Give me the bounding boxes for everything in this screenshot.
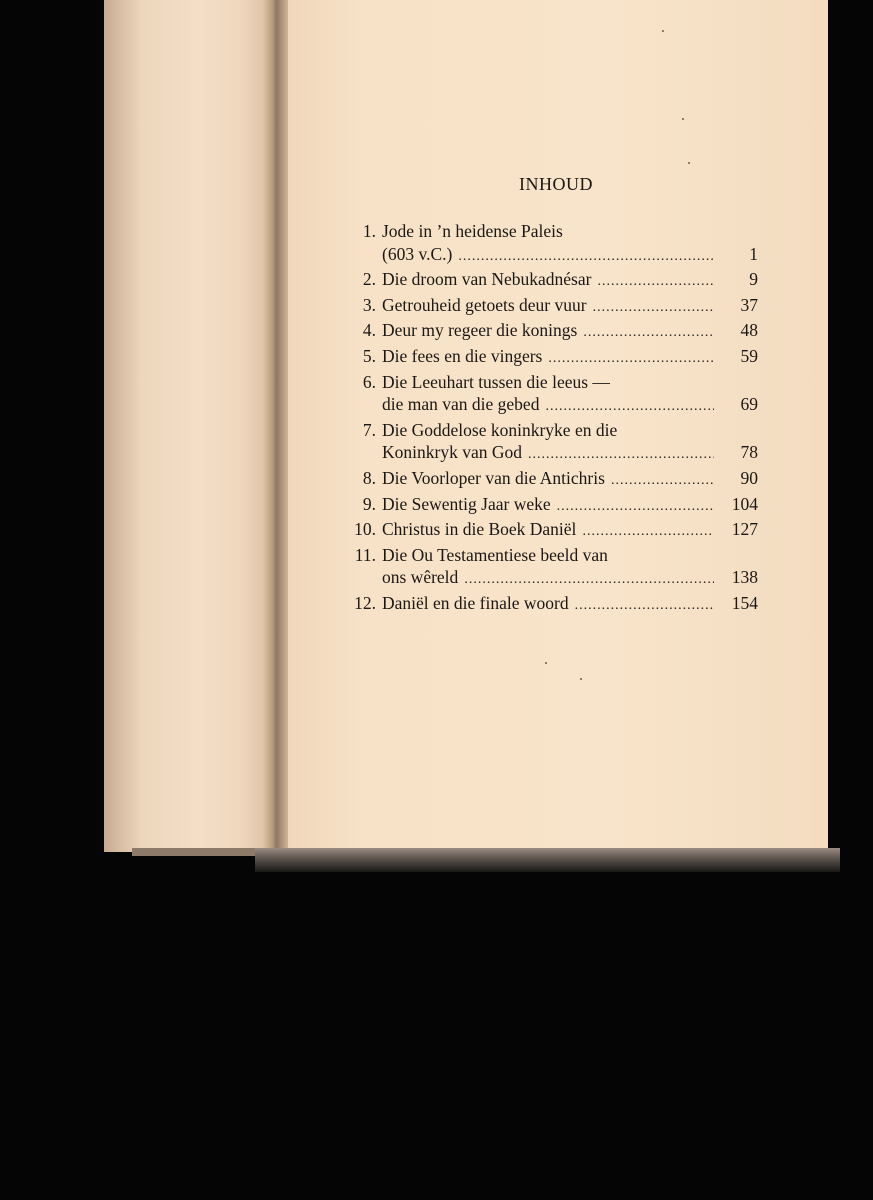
toc-page-number: 9 <box>749 269 758 290</box>
paper-speck <box>545 662 547 664</box>
left-page <box>104 0 274 852</box>
dot-leader <box>458 246 714 269</box>
toc-entry <box>338 268 758 294</box>
toc-entry-title: Deur my regeer die konings <box>382 320 578 341</box>
toc-entry <box>338 371 758 419</box>
book-gutter <box>262 0 288 858</box>
paper-speck <box>662 30 664 32</box>
toc-entry <box>338 544 758 592</box>
toc-entry-number: 5. <box>362 345 376 366</box>
toc-title: INHOUD <box>519 174 593 194</box>
dot-leader <box>611 470 714 493</box>
toc-page-number: 138 <box>731 567 758 588</box>
paper-speck <box>688 162 690 164</box>
toc-entry-number: 7. <box>362 419 376 440</box>
dot-leader <box>464 569 714 592</box>
dot-leader <box>528 444 714 467</box>
toc-entry <box>338 592 758 618</box>
toc-entry-title: die man van die gebed <box>382 394 540 415</box>
toc-page-number: 48 <box>740 320 758 341</box>
toc-entry <box>338 345 758 371</box>
toc-entry <box>338 518 758 544</box>
toc-entry-title: Koninkryk van God <box>382 442 522 463</box>
toc-entry-number: 6. <box>362 371 376 392</box>
toc-page-number: 37 <box>740 294 758 315</box>
toc-entry-title: (603 v.C.) <box>382 243 453 264</box>
toc-entry-title: Die Leeuhart tussen die leeus — <box>382 371 610 392</box>
paper-speck <box>580 678 582 680</box>
toc-entry-title: Die droom van Nebukadnésar <box>382 269 592 290</box>
dot-leader <box>582 521 714 544</box>
toc-entry <box>338 220 758 268</box>
toc-entry-number: 1. <box>362 221 376 241</box>
toc-page-number: 1 <box>749 243 758 264</box>
toc-page-number: 69 <box>740 394 758 415</box>
toc-entry <box>338 294 758 320</box>
toc-entry-title: Daniël en die finale woord <box>382 592 569 613</box>
paper-speck <box>682 118 684 120</box>
toc-entry <box>338 419 758 467</box>
page-bottom-shadow <box>255 848 840 872</box>
toc-entry-number: 11. <box>354 544 376 565</box>
dot-leader <box>583 322 714 345</box>
toc-page-number: 78 <box>740 442 758 463</box>
toc-entry-number: 8. <box>362 467 376 488</box>
toc-entry-title: Die Goddelose koninkryke en die <box>382 419 618 440</box>
toc-entry-title: Christus in die Boek Daniël <box>382 519 577 540</box>
dot-leader <box>593 297 714 320</box>
dot-leader <box>545 396 714 419</box>
toc-entry-number: 12. <box>354 592 376 613</box>
toc-entry <box>338 319 758 345</box>
dot-leader <box>557 496 714 519</box>
toc-entry-title: ons wêreld <box>382 567 459 588</box>
dot-leader <box>575 595 714 618</box>
toc-page-number: 154 <box>731 592 758 613</box>
toc-page-number: 90 <box>740 467 758 488</box>
table-of-contents <box>338 220 758 618</box>
toc-entry-title: Jode in ’n heidense Paleis <box>382 221 563 241</box>
toc-page-number: 59 <box>740 345 758 366</box>
toc-page-number: 127 <box>731 519 758 540</box>
toc-entry-title: Getrouheid getoets deur vuur <box>382 294 587 315</box>
toc-entry-number: 2. <box>362 269 376 290</box>
left-page-edge <box>132 848 262 856</box>
toc-entry-title: Die Sewentig Jaar weke <box>382 493 551 514</box>
toc-entry-number: 4. <box>362 320 376 341</box>
toc-page-number: 104 <box>731 493 758 514</box>
toc-entry-number: 3. <box>362 294 376 315</box>
dot-leader <box>597 271 714 294</box>
dot-leader <box>548 348 714 371</box>
toc-entry-title: Die Ou Testamentiese beeld van <box>382 544 608 565</box>
toc-entry-title: Die fees en die vingers <box>382 345 543 366</box>
toc-entry-number: 10. <box>354 519 376 540</box>
toc-entry-number: 9. <box>362 493 376 514</box>
toc-entry <box>338 493 758 519</box>
toc-entry-title: Die Voorloper van die Antichris <box>382 467 605 488</box>
toc-entry <box>338 467 758 493</box>
